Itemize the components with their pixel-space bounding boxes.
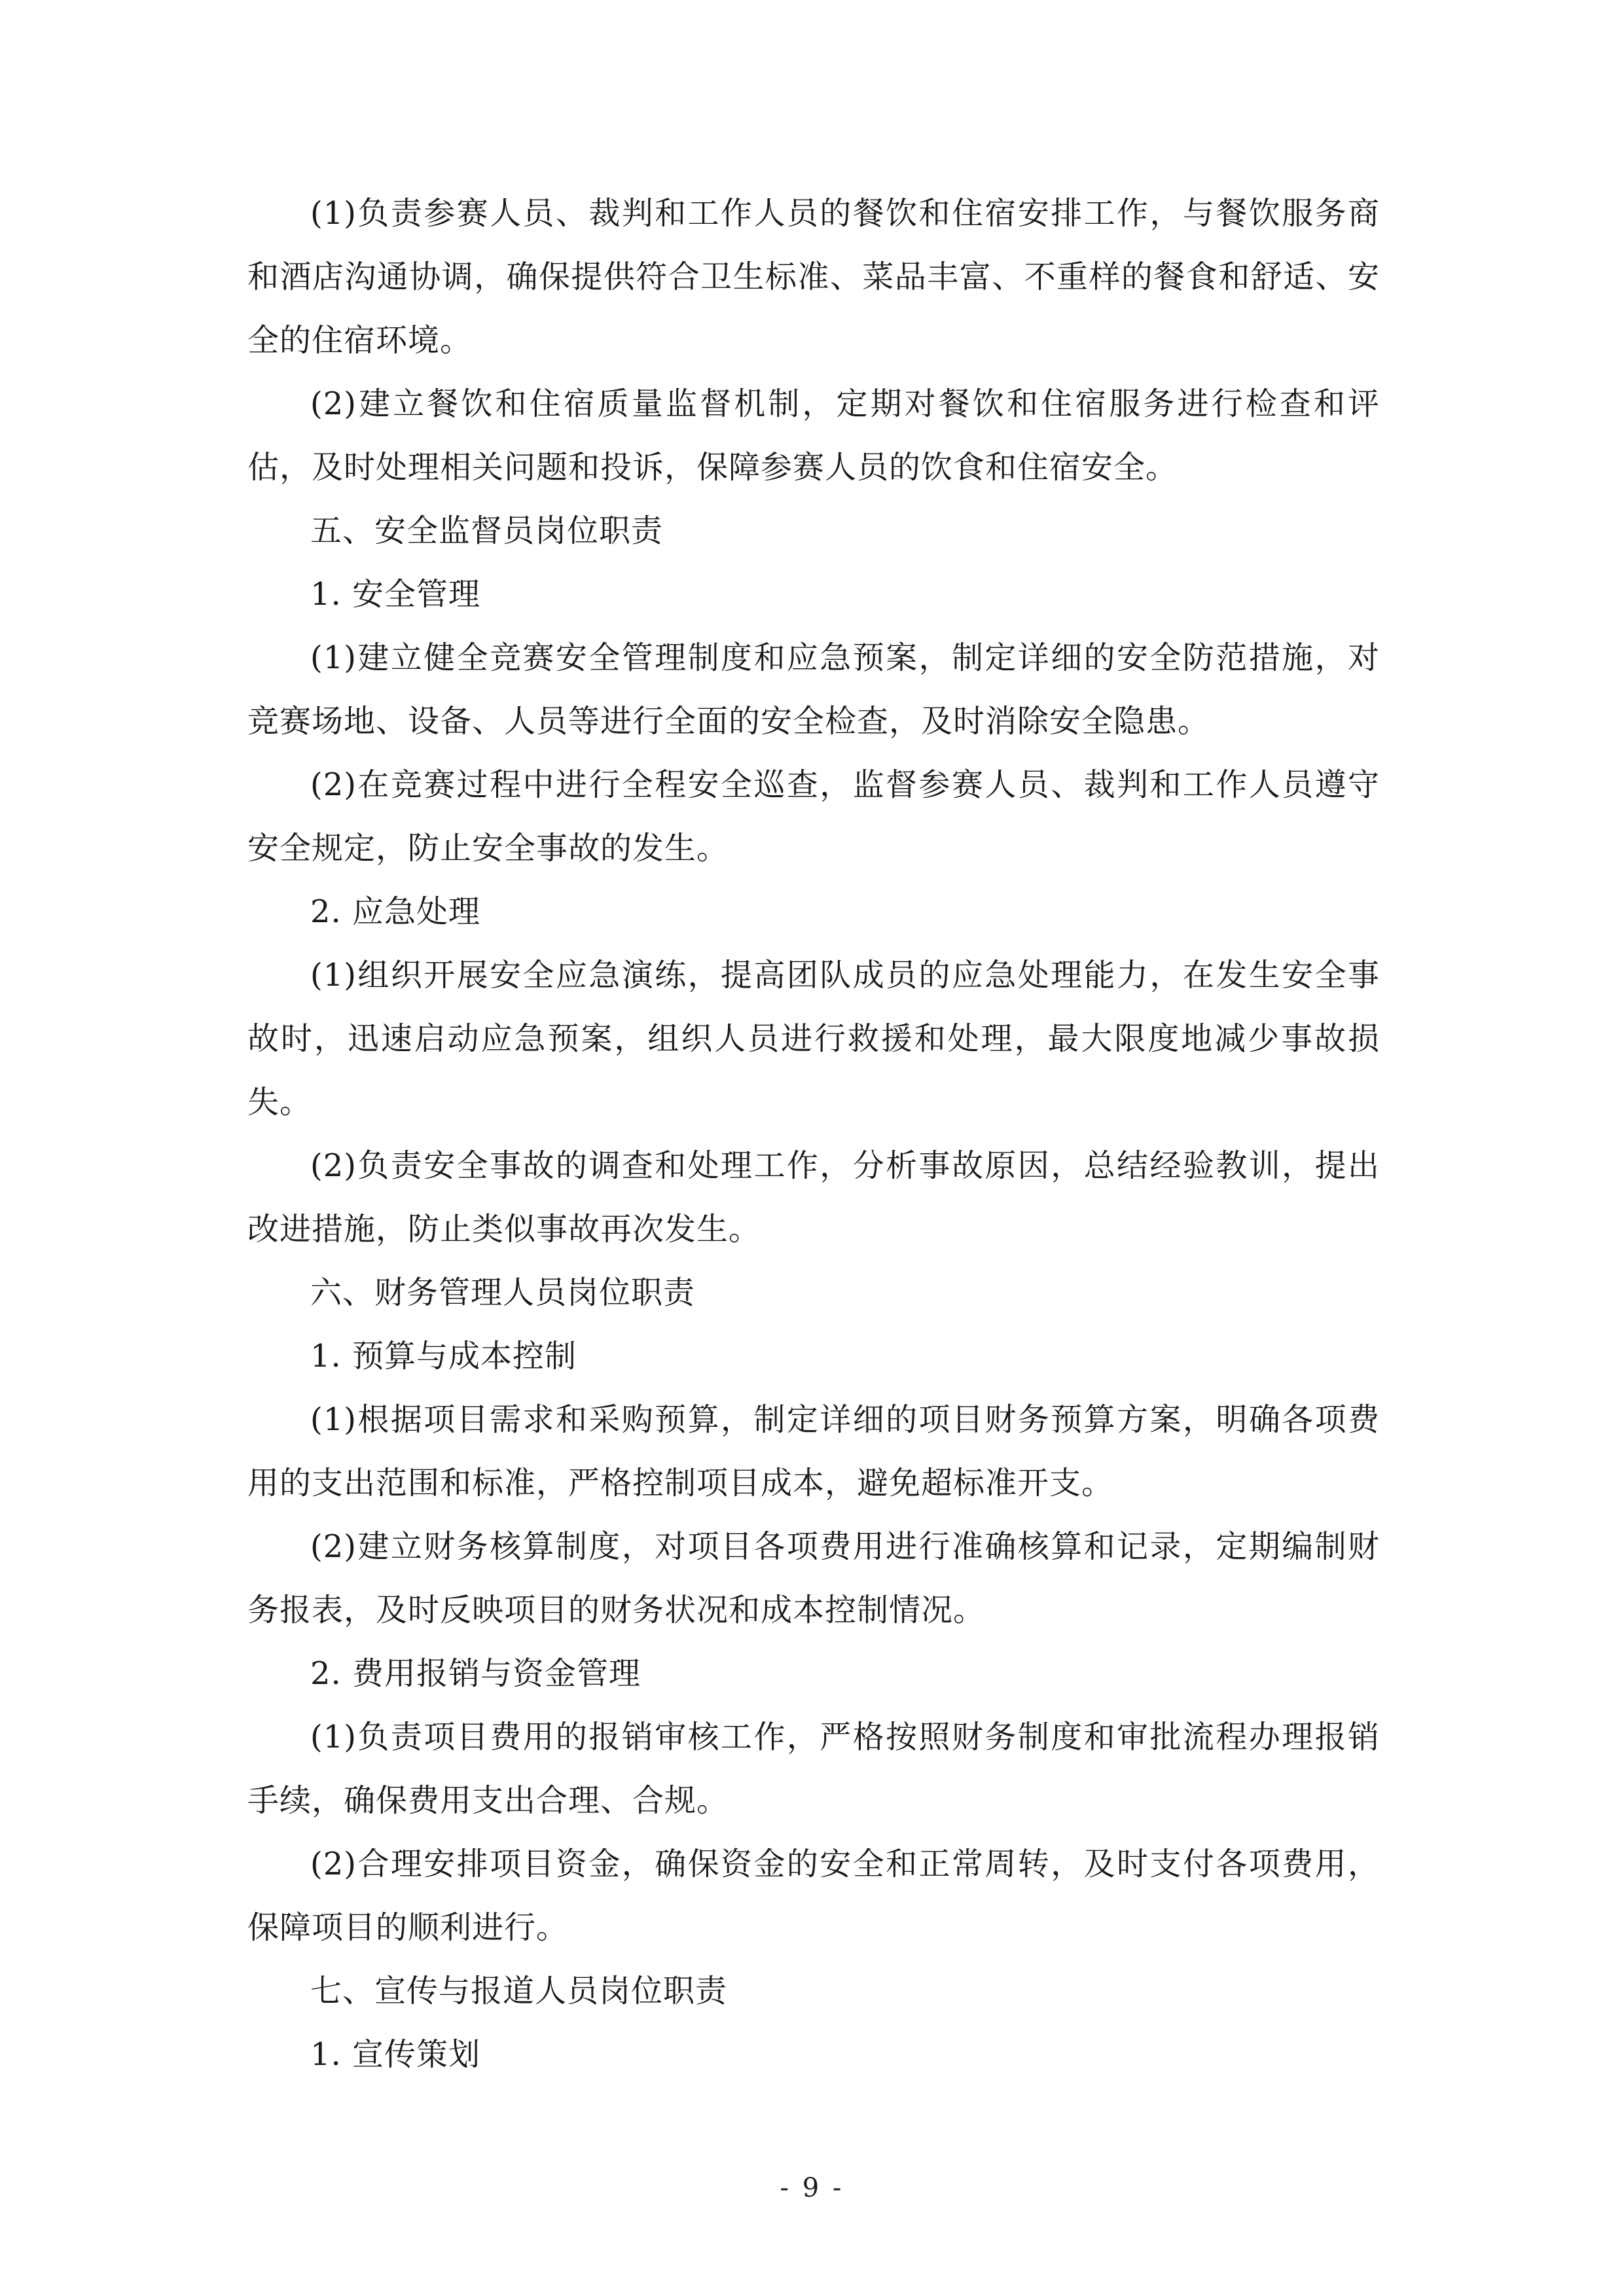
paragraph-safety-system: (1)建立健全竞赛安全管理制度和应急预案，制定详细的安全防范措施，对竞赛场地、设备、人员等进行全面的安全检查，及时消除安全隐患。 xyxy=(247,639,1380,740)
paragraph-emergency-drills: (1)组织开展安全应急演练，提高团队成员的应急处理能力，在发生安全事故时，迅速启动应急预案，组织人员进行救援和处理，最大限度地减少事故损失。 xyxy=(247,957,1380,1121)
paragraph-catering-lodging-arrangement: (1)负责参赛人员、裁判和工作人员的餐饮和住宿安排工作，与餐饮服务商和酒店沟通协调，确保提供符合卫生标准、菜品丰富、不重样的餐食和舒适、安全的住宿环境。 xyxy=(247,195,1380,359)
document-body xyxy=(247,182,1380,2087)
section-heading-finance-staff: 六、财务管理人员岗位职责 xyxy=(310,1274,696,1311)
paragraph-catering-lodging-supervision: (2)建立餐饮和住宿质量监督机制，定期对餐饮和住宿服务进行检查和评估，及时处理相关问题和投诉，保障参赛人员的饮食和住宿安全。 xyxy=(247,386,1380,486)
page-number: - 9 - xyxy=(780,2173,844,2203)
paragraph-reimbursement-review: (1)负责项目费用的报销审核工作，严格按照财务制度和审批流程办理报销手续，确保费用支出合理、合规。 xyxy=(247,1719,1380,1819)
section-heading-safety-supervisor: 五、安全监督员岗位职责 xyxy=(310,512,664,549)
subheading-reimbursement-funds: 2. 费用报销与资金管理 xyxy=(310,1655,641,1692)
paragraph-accounting-system: (2)建立财务核算制度，对项目各项费用进行准确核算和记录，定期编制财务报表，及时反映项目的财务状况和成本控制情况。 xyxy=(247,1528,1380,1628)
subheading-emergency-handling: 2. 应急处理 xyxy=(310,893,481,930)
paragraph-budget-plan: (1)根据项目需求和采购预算，制定详细的项目财务预算方案，明确各项费用的支出范围和标准，严格控制项目成本，避免超标准开支。 xyxy=(247,1401,1380,1501)
paragraph-fund-arrangement: (2)合理安排项目资金，确保资金的安全和正常周转，及时支付各项费用，保障项目的顺利进行。 xyxy=(247,1846,1380,1946)
paragraph-accident-investigation: (2)负责安全事故的调查和处理工作，分析事故原因，总结经验教训，提出改进措施，防止类似事故再次发生。 xyxy=(247,1147,1380,1247)
section-heading-publicity-staff: 七、宣传与报道人员岗位职责 xyxy=(310,1973,728,2009)
subheading-budget-cost-control: 1. 预算与成本控制 xyxy=(310,1338,577,1374)
subheading-publicity-planning: 1. 宣传策划 xyxy=(310,2036,481,2073)
subheading-safety-management: 1. 安全管理 xyxy=(310,576,481,613)
paragraph-safety-patrol: (2)在竞赛过程中进行全程安全巡查，监督参赛人员、裁判和工作人员遵守安全规定，防止安全事故的发生。 xyxy=(247,766,1380,867)
